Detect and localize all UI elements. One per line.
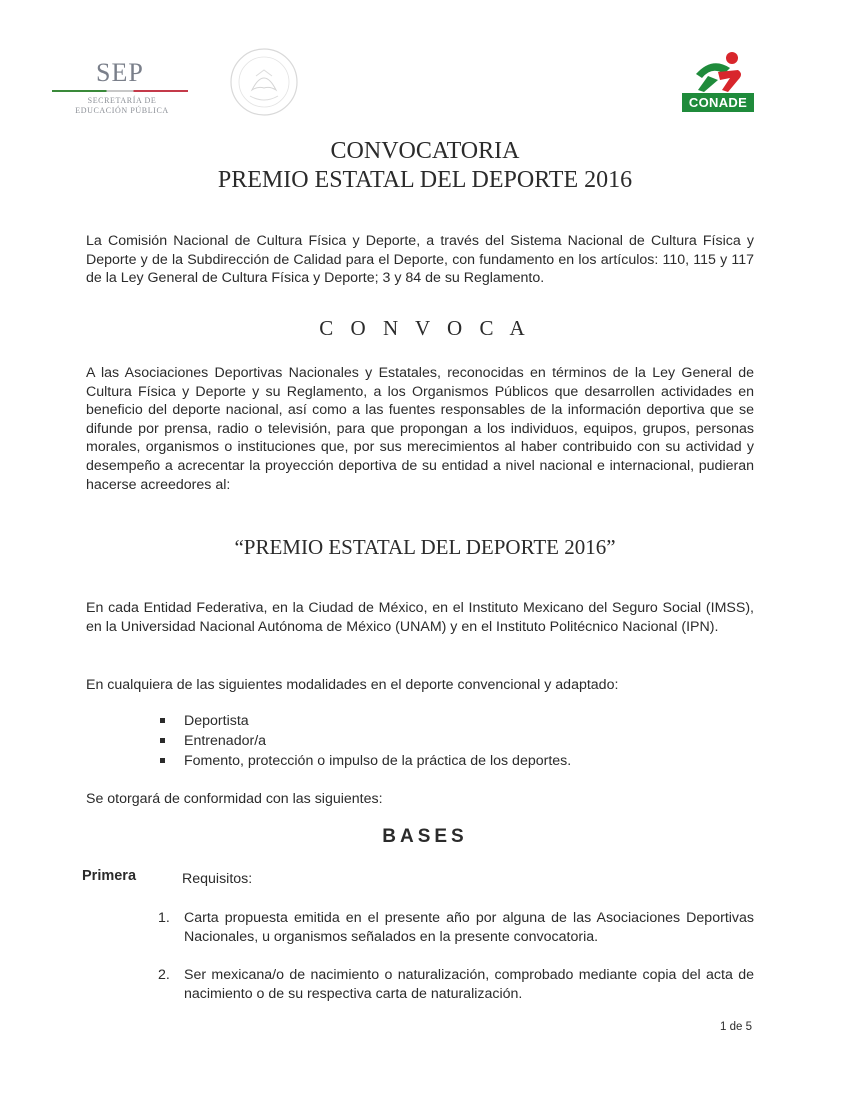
sep-logo-line2: EDUCACIÓN PÚBLICA	[75, 106, 169, 115]
page-number: 1 de 5	[720, 1021, 752, 1033]
national-seal-icon	[228, 46, 300, 118]
sep-logo-word: SEP	[96, 58, 144, 87]
sep-logo-tricolor-line	[52, 90, 188, 92]
list-item	[158, 751, 718, 771]
requirement-number: 1.	[158, 910, 170, 926]
convoca-heading: C O N V O C A	[319, 316, 531, 340]
requirement-item	[158, 909, 754, 949]
conade-runner-icon	[678, 50, 758, 94]
sep-logo-line1: SECRETARÍA DE	[87, 96, 157, 105]
list-item-label: Entrenador/a	[184, 733, 267, 749]
document-title-line1: CONVOCATORIA	[330, 138, 520, 164]
modalidades-intro: En cualquiera de las siguientes modalidades en el deporte convencional y adaptado:	[86, 677, 619, 693]
list-item	[158, 711, 718, 731]
conade-logo-text: CONADE	[682, 93, 754, 112]
otorgara-paragraph: Se otorgará de conformidad con las siguientes:	[86, 791, 383, 807]
sep-logo	[52, 58, 192, 120]
requirement-number: 2.	[158, 967, 170, 983]
entidad-paragraph: En cada Entidad Federativa, en la Ciudad de México, en el Instituto Mexicano del Seguro Social (IMSS), en la Universidad Nacional Autónoma de México (UNAM) y en el Instituto Politécnico Nacional (IPN).	[86, 600, 754, 635]
list-item	[158, 731, 718, 751]
intro-paragraph: La Comisión Nacional de Cultura Física y Deporte, a través del Sistema Nacional de Cultura Física y Deporte y de la Subdirección de Calidad para el Deporte, con fundamento en los artículos: 110, 115 y 117 de la Ley General de Cultura Física y Deporte; 3 y 84 de su Reglamento.	[86, 233, 754, 287]
conade-logo	[678, 50, 758, 116]
modalidades-list	[158, 711, 718, 771]
requirement-item	[158, 966, 754, 1006]
primera-label: Primera	[82, 868, 137, 884]
requisitos-heading: Requisitos:	[182, 871, 253, 887]
list-item-label: Deportista	[184, 713, 249, 729]
bullet-icon	[160, 738, 165, 743]
bases-heading: BASES	[382, 826, 468, 847]
requirement-text: Carta propuesta emitida en el presente año por alguna de las Asociaciones Deportivas Nacionales, u organismos señalados en la presente convocatoria.	[184, 910, 754, 945]
requirement-text: Ser mexicana/o de nacimiento o naturalización, comprobado mediante copia del acta de nacimiento o de su respectiva carta de naturalización.	[184, 967, 754, 1002]
list-item-label: Fomento, protección o impulso de la práctica de los deportes.	[184, 753, 572, 769]
bullet-icon	[160, 758, 165, 763]
convoca-paragraph: A las Asociaciones Deportivas Nacionales y Estatales, reconocidas en términos de la Ley General de Cultura Física y Deporte y su Reglamento, a los Organismos Públicos que desarrollen actividades en beneficio del deporte nacional, así como a las fuentes responsables de la información deportiva que se difunde por prensa, radio o televisión, para que propongan a los individuos, equipos, grupos, personas morales, organismos o instituciones que, por sus merecimientos al haber contribuido con su actividad y desempeño a acrecentar la proyección deportiva de su entidad a nivel nacional e internacional, pudieran hacerse acreedores al:	[86, 365, 754, 493]
bullet-icon	[160, 718, 165, 723]
premio-heading: “PREMIO ESTATAL DEL DEPORTE 2016”	[234, 535, 616, 559]
document-title-line2: PREMIO ESTATAL DEL DEPORTE 2016	[217, 167, 633, 193]
